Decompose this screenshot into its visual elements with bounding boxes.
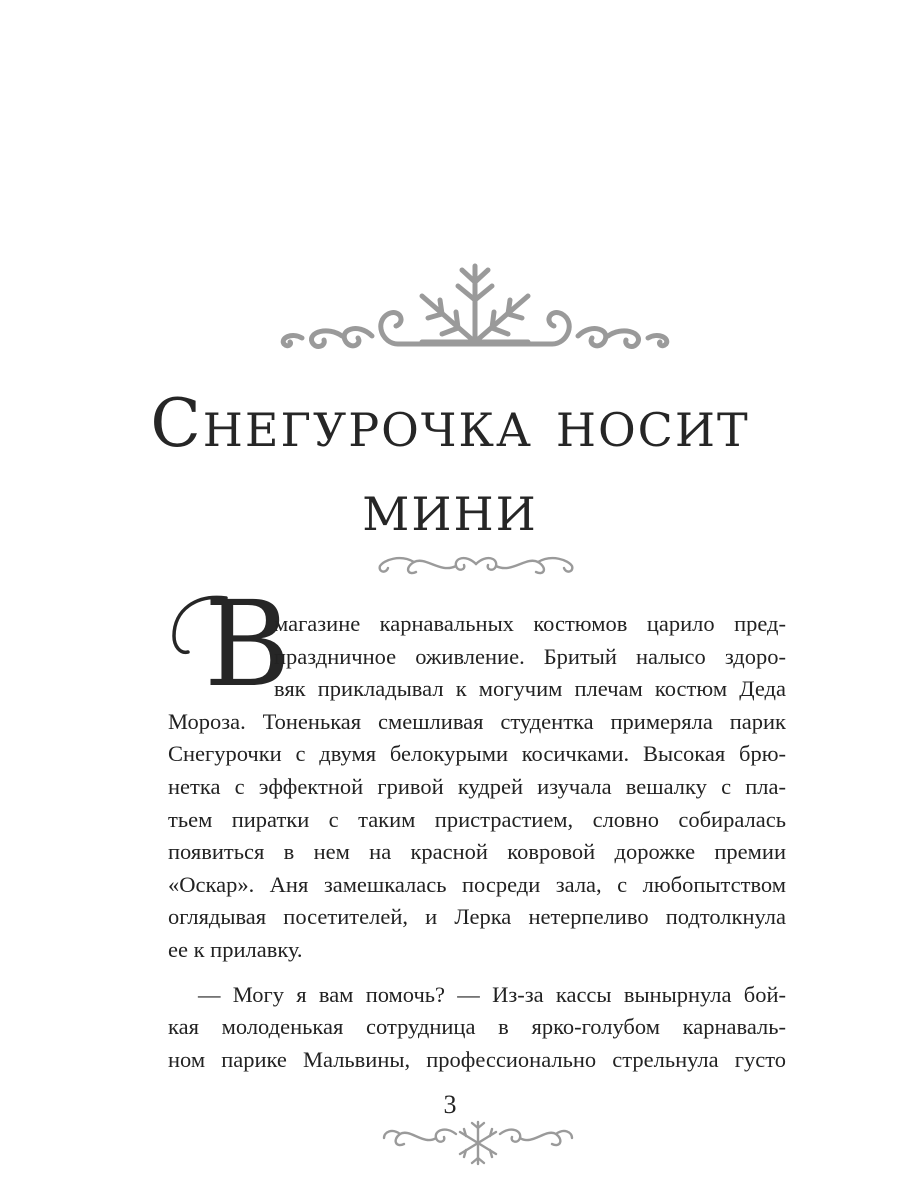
text-line: кая молоденькая сотрудница в ярко-голубом карнаваль- — [168, 1014, 786, 1040]
text-line: нетка с эффектной гривой кудрей изучала вешалку с пла- — [168, 773, 786, 799]
paragraph-1 — [168, 608, 786, 967]
text-line: появиться в нем на красной ковровой дорожке премии — [168, 839, 786, 865]
text-line: «Оскар». Аня замешкалась посреди зала, с любопытством — [168, 871, 786, 897]
text-line: ном парике Мальвины, профессионально стрельнула густо — [168, 1046, 786, 1072]
snowflake-ornament-bottom-icon — [380, 1118, 576, 1168]
paragraph-2 — [168, 979, 786, 1077]
chapter-title — [100, 382, 800, 550]
chapter-title-line-1: Снегурочка носит — [150, 385, 750, 462]
body-text — [168, 608, 786, 1076]
text-line: тьем пиратки с таким пристрастием, словно собиралась — [168, 806, 786, 832]
text-line: Снегурочки с двумя белокурыми косичками. Высокая брю- — [168, 741, 786, 767]
text-line: магазине карнавальных костюмов царило пред- — [274, 611, 786, 636]
text-line: праздничное оживление. Бритый налысо здоро- — [274, 643, 786, 669]
drop-cap-letter: В — [204, 575, 291, 713]
text-line: оглядывая посетителей, и Лерка нетерпеливо подтолкнула — [168, 904, 786, 930]
page-number: 3 — [443, 1090, 457, 1119]
text-line: ее к прилавку. — [168, 936, 303, 962]
text-line: Мороза. Тоненькая смешливая студентка примеряла парик — [168, 708, 786, 734]
snowflake-ornament-top-icon — [262, 262, 688, 362]
text-line: — Могу я вам помочь? — Из-за кассы вынырнула бой- — [198, 981, 786, 1007]
text-line: вяк прикладывал к могучим плечам костюм Деда — [274, 676, 786, 702]
scroll-flourish-icon — [370, 548, 582, 580]
chapter-title-line-2: мини — [362, 469, 538, 546]
